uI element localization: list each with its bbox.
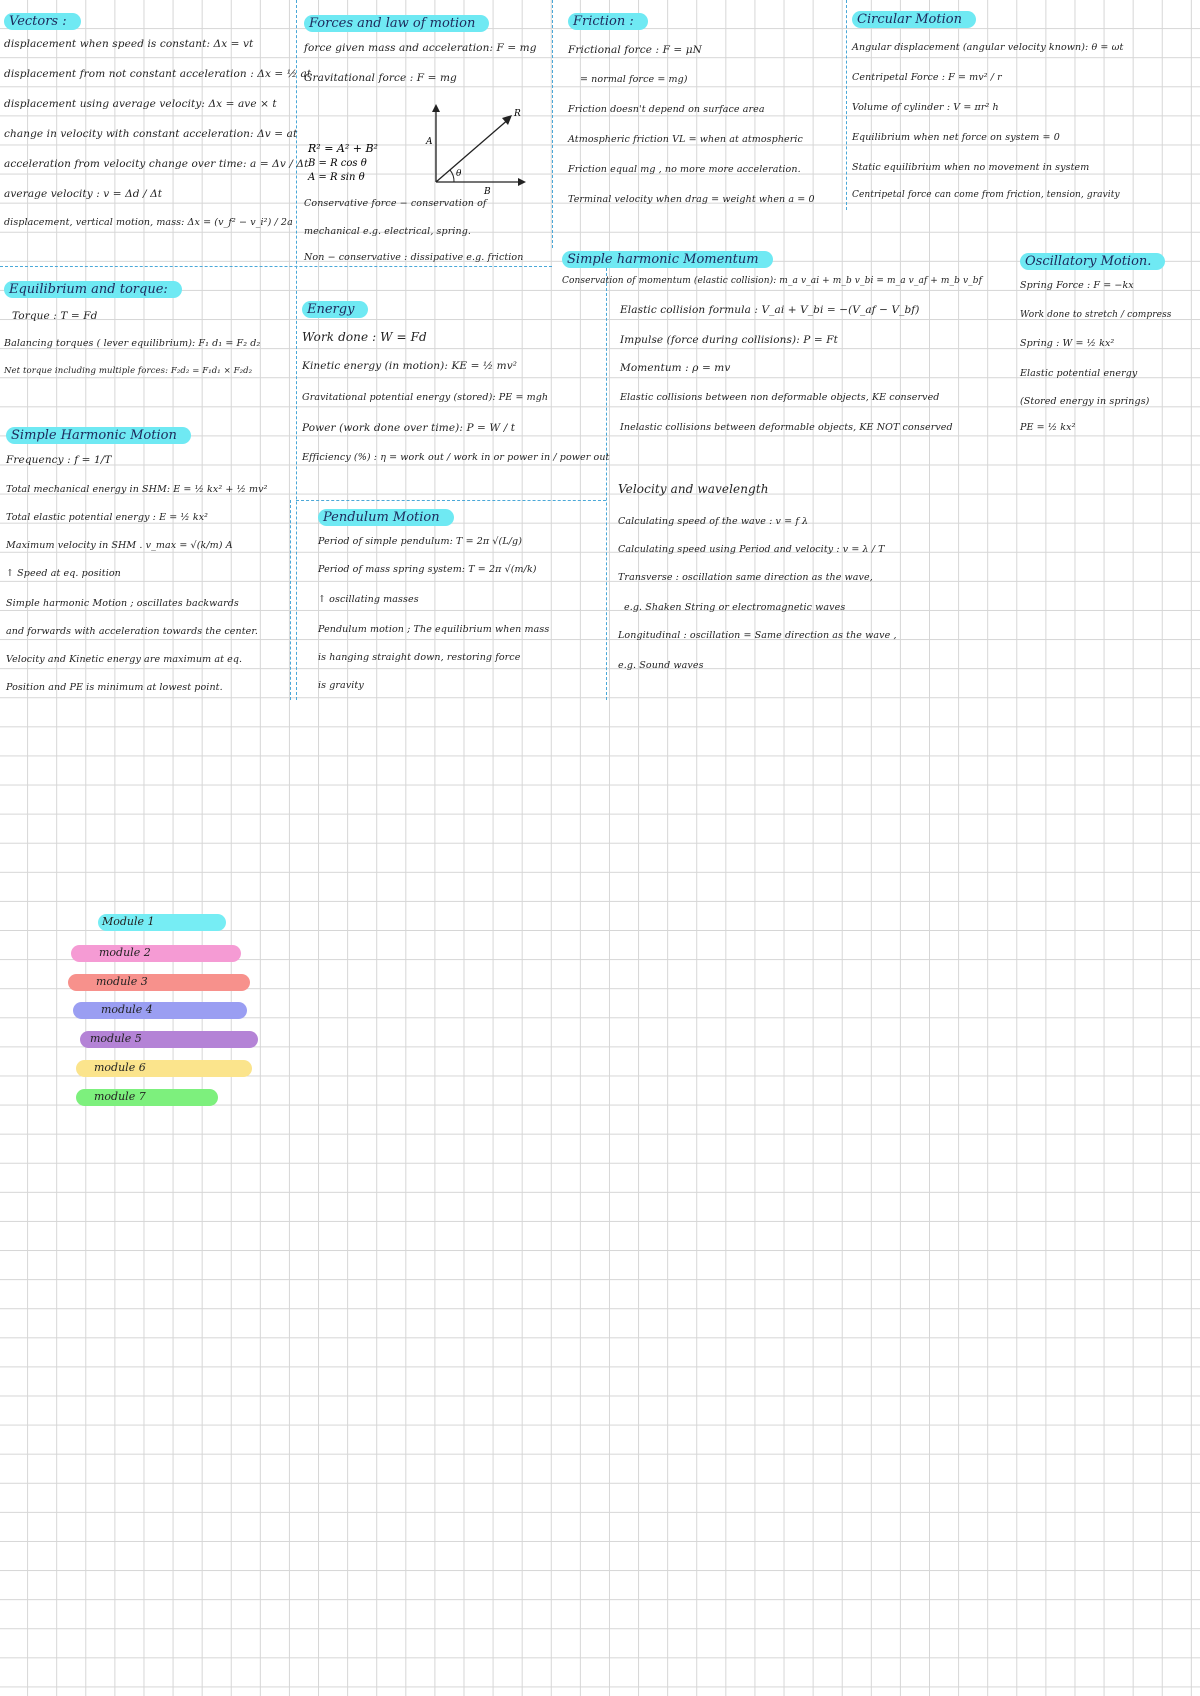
diagram-label: B [484,187,491,196]
note-line: Total mechanical energy in SHM: E = ½ kx² + ½ mv² [6,484,268,495]
pendulum-section [318,506,604,701]
note-line: Transverse : oscillation same direction as the wave, [618,572,873,583]
note-line: Kinetic energy (in motion): KE = ½ mv² [302,360,518,372]
note-line: Conservation of momentum (elastic collision): m_a v_ai + m_b v_bi = m_a v_af + m_b v_bf [562,276,983,286]
note-line: Conservative force − conservation of [304,198,487,209]
note-line: Gravitational force : F = mg [304,72,457,84]
note-line: Work done : W = Fd [302,330,427,344]
diagram-label: θ [456,169,462,179]
friction-section [568,10,844,210]
note-line: = normal force = mg) [580,74,688,85]
legend-label: module 7 [94,1090,146,1103]
section-title: Velocity and wavelength [618,482,769,496]
section-heading: Circular Motion [852,11,976,28]
note-line: Gravitational potential energy (stored): PE = mgh [302,392,549,403]
divider [846,0,847,210]
note-line: Impulse (force during collisions): P = Ft [620,334,838,346]
diagram-label: A [426,137,433,147]
diagram-eq: B = R cos θ [308,158,367,169]
legend-item-module-4 [73,1002,247,1019]
note-line: e.g. Shaken String or electromagnetic waves [624,602,846,613]
note-line: Inelastic collisions between deformable objects, KE NOT conserved [620,422,953,433]
note-line: ↑ oscillating masses [318,594,419,605]
note-line: Maximum velocity in SHM . v_max = √(k/m) A [6,540,233,551]
note-line: Volume of cylinder : V = πr² h [852,102,999,113]
angle-arc [450,170,454,182]
note-line: Frequency : f = 1/T [6,454,112,466]
diagram-label: R [514,109,521,119]
section-heading: Vectors : [4,13,81,30]
legend-label: module 3 [96,975,148,988]
note-line: Elastic potential energy [1020,368,1138,379]
legend-label: module 4 [101,1003,153,1016]
waves-section [618,482,978,682]
diagram-eq: A = R sin θ [308,172,365,183]
legend-label: module 5 [90,1032,142,1045]
note-line: Total elastic potential energy : E = ½ kx² [6,512,209,523]
note-line: displacement when speed is constant: Δx = vt [4,38,254,50]
section-heading: Energy [302,301,368,318]
note-line: Period of simple pendulum: T = 2π √(L/g) [318,536,523,547]
note-line: PE = ½ kx² [1020,422,1076,433]
module-legend [0,0,300,1200]
note-line: Terminal velocity when drag = weight when a = 0 [568,194,815,205]
note-line: Frictional force : F = μN [568,44,702,56]
note-line: (Stored energy in springs) [1020,396,1150,407]
forces-section [304,12,550,262]
legend-label: Module 1 [102,915,155,928]
divider [296,500,606,501]
legend-item-module-5 [80,1031,258,1048]
note-line: Friction equal mg , no more more acceleration. [568,164,801,175]
note-line: Spring Force : F = −kx [1020,280,1134,291]
section-heading: Pendulum Motion [318,509,454,526]
note-line: Friction doesn't depend on surface area [568,104,765,115]
circular-section [852,8,1192,208]
note-line: acceleration from velocity change over time: a = Δv / Δt [4,158,309,170]
legend-item-module-7 [76,1089,218,1106]
note-line: Calculating speed of the wave : v = f λ [618,516,809,527]
note-line: Angular displacement (angular velocity known): θ = ωt [852,42,1124,53]
note-line: Period of mass spring system: T = 2π √(m/k) [318,564,537,575]
note-line: change in velocity with constant acceleration: Δv = at [4,128,298,140]
arrow-head [518,178,526,186]
note-line: Work done to stretch / compress [1020,310,1172,320]
section-heading: Oscillatory Motion. [1020,253,1165,270]
note-line: Static equilibrium when no movement in system [852,162,1090,173]
legend-item-module-6 [76,1060,252,1077]
note-line: Velocity and Kinetic energy are maximum at eq. [6,654,243,665]
note-line: e.g. Sound waves [618,660,704,671]
legend-label: module 6 [94,1061,146,1074]
note-line: is hanging straight down, restoring force [318,652,521,663]
note-line: Centripetal Force : F = mv² / r [852,72,1002,83]
note-line: ↑ Speed at eq. position [6,568,121,579]
note-line: Equilibrium when net force on system = 0 [852,132,1060,143]
note-line: Longitudinal : oscillation = Same direction as the wave , [618,630,897,641]
note-line: Simple harmonic Motion ; oscillates backwards [6,598,239,609]
legend-label: module 2 [99,946,151,959]
note-line: and forwards with acceleration towards the center. [6,626,259,637]
legend-item-module-3 [68,974,250,991]
vector-triangle-diagram [304,100,550,196]
note-line: Elastic collisions between non deformable objects, KE conserved [620,392,940,403]
energy-section [302,298,610,478]
legend-item-module-1 [98,914,226,931]
note-line: average velocity : v = Δd / Δt [4,188,163,200]
note-line: Calculating speed using Period and velocity : v = λ / T [618,544,885,555]
note-line: displacement from not constant acceleration : Δx = ½ at [4,68,312,80]
resultant-line [436,118,510,182]
section-heading: Forces and law of motion [304,15,489,32]
note-line: Momentum : ρ = mv [620,362,731,374]
note-line: displacement, vertical motion, mass: Δx = (v_f² − v_i²) / 2a [4,217,293,228]
note-line: displacement using average velocity: Δx = ave × t [4,98,277,110]
note-line: Position and PE is minimum at lowest point. [6,682,223,693]
divider [552,0,553,248]
note-line: Torque : T = Fd [12,310,98,322]
note-line: force given mass and acceleration: F = mg [304,42,537,54]
momentum-section [562,248,992,448]
note-line: Balancing torques ( lever equilibrium): F₁ d₁ = F₂ d₂ [4,338,261,349]
note-line: Centripetal force can come from friction, tension, gravity [852,190,1120,200]
note-line: Spring : W = ½ kx² [1020,338,1115,349]
legend-item-module-2 [71,945,241,962]
note-line: Net torque including multiple forces: F₂d₂ = F₁d₁ × F₂d₂ [4,366,253,376]
note-line: Efficiency (%) : η = work out / work in or power in / power out [302,452,610,463]
section-heading: Equilibrium and torque: [4,281,182,298]
note-line: Elastic collision formula : V_ai + V_bi = −(V_af − V_bf) [620,304,920,316]
note-line: Power (work done over time): P = W / t [302,422,516,434]
note-line: mechanical e.g. electrical, spring. [304,226,472,237]
arrow-head [432,104,440,112]
section-heading: Simple harmonic Momentum [562,251,773,268]
section-heading: Friction : [568,13,648,30]
oscillatory-section [1020,250,1196,440]
note-line: Atmospheric friction VL = when at atmospheric [568,134,803,145]
section-heading: Simple Harmonic Motion [6,427,191,444]
note-line: Non − conservative : dissipative e.g. friction [304,252,524,263]
note-line: Pendulum motion ; The equilibrium when mass [318,624,550,635]
note-line: is gravity [318,680,364,691]
diagram-eq: R² = A² + B² [308,142,378,155]
